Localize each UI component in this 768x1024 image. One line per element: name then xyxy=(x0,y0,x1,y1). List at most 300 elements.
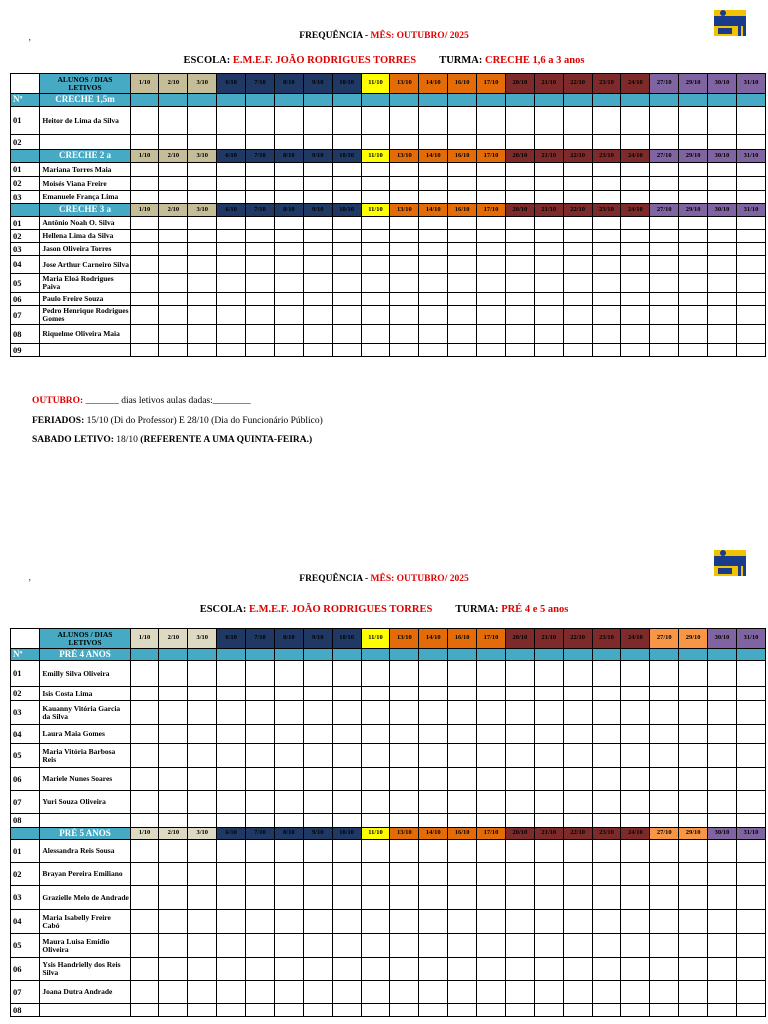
attendance-cell[interactable] xyxy=(679,163,708,177)
attendance-cell[interactable] xyxy=(679,306,708,325)
attendance-cell[interactable] xyxy=(274,768,303,791)
attendance-cell[interactable] xyxy=(303,163,332,177)
attendance-cell[interactable] xyxy=(679,814,708,828)
attendance-cell[interactable] xyxy=(505,177,534,191)
attendance-cell[interactable] xyxy=(361,934,390,958)
attendance-cell[interactable] xyxy=(650,163,679,177)
attendance-cell[interactable] xyxy=(477,325,506,344)
attendance-cell[interactable] xyxy=(246,886,275,910)
attendance-cell[interactable] xyxy=(621,177,650,191)
attendance-cell[interactable] xyxy=(708,230,737,243)
attendance-cell[interactable] xyxy=(563,768,592,791)
attendance-cell[interactable] xyxy=(679,274,708,293)
attendance-cell[interactable] xyxy=(736,687,765,701)
attendance-cell[interactable] xyxy=(448,725,477,744)
attendance-cell[interactable] xyxy=(650,230,679,243)
attendance-cell[interactable] xyxy=(679,1004,708,1017)
attendance-cell[interactable] xyxy=(332,768,361,791)
attendance-cell[interactable] xyxy=(477,791,506,814)
attendance-cell[interactable] xyxy=(332,886,361,910)
attendance-cell[interactable] xyxy=(563,274,592,293)
attendance-cell[interactable] xyxy=(563,325,592,344)
attendance-cell[interactable] xyxy=(736,177,765,191)
attendance-cell[interactable] xyxy=(274,863,303,886)
attendance-cell[interactable] xyxy=(679,191,708,204)
attendance-cell[interactable] xyxy=(361,163,390,177)
attendance-cell[interactable] xyxy=(708,661,737,687)
attendance-cell[interactable] xyxy=(708,177,737,191)
attendance-cell[interactable] xyxy=(505,958,534,981)
attendance-cell[interactable] xyxy=(246,910,275,934)
attendance-cell[interactable] xyxy=(188,661,217,687)
attendance-cell[interactable] xyxy=(650,344,679,357)
attendance-cell[interactable] xyxy=(390,177,419,191)
attendance-cell[interactable] xyxy=(448,243,477,256)
attendance-cell[interactable] xyxy=(303,701,332,725)
attendance-cell[interactable] xyxy=(217,274,246,293)
attendance-cell[interactable] xyxy=(361,1004,390,1017)
attendance-cell[interactable] xyxy=(679,981,708,1004)
attendance-cell[interactable] xyxy=(621,135,650,150)
attendance-cell[interactable] xyxy=(708,1004,737,1017)
attendance-cell[interactable] xyxy=(246,256,275,274)
attendance-cell[interactable] xyxy=(477,744,506,768)
attendance-cell[interactable] xyxy=(736,274,765,293)
attendance-cell[interactable] xyxy=(477,910,506,934)
attendance-cell[interactable] xyxy=(332,863,361,886)
attendance-cell[interactable] xyxy=(188,344,217,357)
attendance-cell[interactable] xyxy=(477,163,506,177)
attendance-cell[interactable] xyxy=(361,981,390,1004)
attendance-cell[interactable] xyxy=(563,230,592,243)
attendance-cell[interactable] xyxy=(361,791,390,814)
attendance-cell[interactable] xyxy=(505,325,534,344)
attendance-cell[interactable] xyxy=(592,163,621,177)
attendance-cell[interactable] xyxy=(708,791,737,814)
attendance-cell[interactable] xyxy=(159,177,188,191)
attendance-cell[interactable] xyxy=(188,1004,217,1017)
attendance-cell[interactable] xyxy=(246,981,275,1004)
attendance-cell[interactable] xyxy=(130,274,159,293)
attendance-cell[interactable] xyxy=(708,306,737,325)
attendance-cell[interactable] xyxy=(419,306,448,325)
attendance-cell[interactable] xyxy=(188,768,217,791)
attendance-cell[interactable] xyxy=(130,910,159,934)
attendance-cell[interactable] xyxy=(679,243,708,256)
attendance-cell[interactable] xyxy=(477,135,506,150)
attendance-cell[interactable] xyxy=(708,135,737,150)
attendance-cell[interactable] xyxy=(621,910,650,934)
attendance-cell[interactable] xyxy=(188,791,217,814)
attendance-cell[interactable] xyxy=(332,243,361,256)
attendance-cell[interactable] xyxy=(217,661,246,687)
attendance-cell[interactable] xyxy=(448,910,477,934)
attendance-cell[interactable] xyxy=(274,744,303,768)
attendance-cell[interactable] xyxy=(592,293,621,306)
attendance-cell[interactable] xyxy=(563,177,592,191)
attendance-cell[interactable] xyxy=(534,840,563,863)
attendance-cell[interactable] xyxy=(477,217,506,230)
attendance-cell[interactable] xyxy=(708,768,737,791)
attendance-cell[interactable] xyxy=(534,791,563,814)
attendance-cell[interactable] xyxy=(534,934,563,958)
attendance-cell[interactable] xyxy=(332,230,361,243)
attendance-cell[interactable] xyxy=(477,243,506,256)
attendance-cell[interactable] xyxy=(303,886,332,910)
attendance-cell[interactable] xyxy=(332,687,361,701)
attendance-cell[interactable] xyxy=(390,217,419,230)
attendance-cell[interactable] xyxy=(477,177,506,191)
attendance-cell[interactable] xyxy=(217,1004,246,1017)
attendance-cell[interactable] xyxy=(130,1004,159,1017)
attendance-cell[interactable] xyxy=(419,163,448,177)
attendance-cell[interactable] xyxy=(274,840,303,863)
attendance-cell[interactable] xyxy=(361,243,390,256)
attendance-cell[interactable] xyxy=(361,910,390,934)
attendance-cell[interactable] xyxy=(592,274,621,293)
attendance-cell[interactable] xyxy=(505,814,534,828)
attendance-cell[interactable] xyxy=(563,306,592,325)
attendance-cell[interactable] xyxy=(217,243,246,256)
attendance-cell[interactable] xyxy=(477,230,506,243)
attendance-cell[interactable] xyxy=(303,687,332,701)
attendance-cell[interactable] xyxy=(679,325,708,344)
attendance-cell[interactable] xyxy=(650,840,679,863)
attendance-cell[interactable] xyxy=(448,981,477,1004)
attendance-cell[interactable] xyxy=(736,661,765,687)
attendance-cell[interactable] xyxy=(534,1004,563,1017)
attendance-cell[interactable] xyxy=(130,958,159,981)
attendance-cell[interactable] xyxy=(534,177,563,191)
attendance-cell[interactable] xyxy=(246,661,275,687)
attendance-cell[interactable] xyxy=(592,863,621,886)
attendance-cell[interactable] xyxy=(130,107,159,135)
attendance-cell[interactable] xyxy=(563,840,592,863)
attendance-cell[interactable] xyxy=(419,191,448,204)
attendance-cell[interactable] xyxy=(477,107,506,135)
attendance-cell[interactable] xyxy=(708,293,737,306)
attendance-cell[interactable] xyxy=(736,981,765,1004)
attendance-cell[interactable] xyxy=(736,325,765,344)
attendance-cell[interactable] xyxy=(332,958,361,981)
attendance-cell[interactable] xyxy=(650,863,679,886)
attendance-cell[interactable] xyxy=(188,958,217,981)
attendance-cell[interactable] xyxy=(159,840,188,863)
attendance-cell[interactable] xyxy=(303,768,332,791)
attendance-cell[interactable] xyxy=(332,840,361,863)
attendance-cell[interactable] xyxy=(419,1004,448,1017)
attendance-cell[interactable] xyxy=(736,1004,765,1017)
attendance-cell[interactable] xyxy=(592,1004,621,1017)
attendance-cell[interactable] xyxy=(505,863,534,886)
attendance-cell[interactable] xyxy=(477,306,506,325)
attendance-cell[interactable] xyxy=(419,274,448,293)
attendance-cell[interactable] xyxy=(303,217,332,230)
attendance-cell[interactable] xyxy=(736,958,765,981)
attendance-cell[interactable] xyxy=(534,256,563,274)
attendance-cell[interactable] xyxy=(419,701,448,725)
attendance-cell[interactable] xyxy=(361,191,390,204)
attendance-cell[interactable] xyxy=(621,230,650,243)
attendance-cell[interactable] xyxy=(650,768,679,791)
attendance-cell[interactable] xyxy=(390,243,419,256)
attendance-cell[interactable] xyxy=(217,863,246,886)
attendance-cell[interactable] xyxy=(130,344,159,357)
attendance-cell[interactable] xyxy=(303,791,332,814)
attendance-cell[interactable] xyxy=(736,306,765,325)
attendance-cell[interactable] xyxy=(592,744,621,768)
attendance-cell[interactable] xyxy=(419,217,448,230)
attendance-cell[interactable] xyxy=(361,230,390,243)
attendance-cell[interactable] xyxy=(650,191,679,204)
attendance-cell[interactable] xyxy=(303,744,332,768)
attendance-cell[interactable] xyxy=(274,791,303,814)
attendance-cell[interactable] xyxy=(592,661,621,687)
attendance-cell[interactable] xyxy=(130,191,159,204)
attendance-cell[interactable] xyxy=(448,135,477,150)
attendance-cell[interactable] xyxy=(217,687,246,701)
attendance-cell[interactable] xyxy=(708,981,737,1004)
attendance-cell[interactable] xyxy=(736,256,765,274)
attendance-cell[interactable] xyxy=(477,934,506,958)
attendance-cell[interactable] xyxy=(303,814,332,828)
attendance-cell[interactable] xyxy=(159,274,188,293)
attendance-cell[interactable] xyxy=(621,840,650,863)
attendance-cell[interactable] xyxy=(303,958,332,981)
attendance-cell[interactable] xyxy=(419,687,448,701)
attendance-cell[interactable] xyxy=(361,886,390,910)
attendance-cell[interactable] xyxy=(736,293,765,306)
attendance-cell[interactable] xyxy=(534,135,563,150)
attendance-cell[interactable] xyxy=(217,934,246,958)
attendance-cell[interactable] xyxy=(736,840,765,863)
attendance-cell[interactable] xyxy=(390,701,419,725)
attendance-cell[interactable] xyxy=(505,107,534,135)
attendance-cell[interactable] xyxy=(505,981,534,1004)
attendance-cell[interactable] xyxy=(679,256,708,274)
attendance-cell[interactable] xyxy=(159,814,188,828)
attendance-cell[interactable] xyxy=(448,256,477,274)
attendance-cell[interactable] xyxy=(188,256,217,274)
attendance-cell[interactable] xyxy=(679,230,708,243)
attendance-cell[interactable] xyxy=(448,934,477,958)
attendance-cell[interactable] xyxy=(477,293,506,306)
attendance-cell[interactable] xyxy=(736,934,765,958)
attendance-cell[interactable] xyxy=(246,687,275,701)
attendance-cell[interactable] xyxy=(159,1004,188,1017)
attendance-cell[interactable] xyxy=(130,863,159,886)
attendance-cell[interactable] xyxy=(679,791,708,814)
attendance-cell[interactable] xyxy=(477,886,506,910)
attendance-cell[interactable] xyxy=(621,744,650,768)
attendance-cell[interactable] xyxy=(246,725,275,744)
attendance-cell[interactable] xyxy=(592,135,621,150)
attendance-cell[interactable] xyxy=(332,163,361,177)
attendance-cell[interactable] xyxy=(188,163,217,177)
attendance-cell[interactable] xyxy=(217,163,246,177)
attendance-cell[interactable] xyxy=(217,344,246,357)
attendance-cell[interactable] xyxy=(246,744,275,768)
attendance-cell[interactable] xyxy=(679,840,708,863)
attendance-cell[interactable] xyxy=(679,687,708,701)
attendance-cell[interactable] xyxy=(563,293,592,306)
attendance-cell[interactable] xyxy=(448,191,477,204)
attendance-cell[interactable] xyxy=(621,768,650,791)
attendance-cell[interactable] xyxy=(477,701,506,725)
attendance-cell[interactable] xyxy=(621,687,650,701)
attendance-cell[interactable] xyxy=(477,1004,506,1017)
attendance-cell[interactable] xyxy=(477,840,506,863)
attendance-cell[interactable] xyxy=(217,840,246,863)
attendance-cell[interactable] xyxy=(332,814,361,828)
attendance-cell[interactable] xyxy=(679,217,708,230)
attendance-cell[interactable] xyxy=(505,661,534,687)
attendance-cell[interactable] xyxy=(736,230,765,243)
attendance-cell[interactable] xyxy=(621,701,650,725)
attendance-cell[interactable] xyxy=(534,768,563,791)
attendance-cell[interactable] xyxy=(159,687,188,701)
attendance-cell[interactable] xyxy=(563,958,592,981)
attendance-cell[interactable] xyxy=(448,886,477,910)
attendance-cell[interactable] xyxy=(130,886,159,910)
attendance-cell[interactable] xyxy=(361,325,390,344)
attendance-cell[interactable] xyxy=(708,958,737,981)
attendance-cell[interactable] xyxy=(390,840,419,863)
attendance-cell[interactable] xyxy=(390,886,419,910)
attendance-cell[interactable] xyxy=(159,981,188,1004)
attendance-cell[interactable] xyxy=(592,768,621,791)
attendance-cell[interactable] xyxy=(130,768,159,791)
attendance-cell[interactable] xyxy=(159,217,188,230)
attendance-cell[interactable] xyxy=(505,934,534,958)
attendance-cell[interactable] xyxy=(303,135,332,150)
attendance-cell[interactable] xyxy=(130,306,159,325)
attendance-cell[interactable] xyxy=(274,293,303,306)
attendance-cell[interactable] xyxy=(534,661,563,687)
attendance-cell[interactable] xyxy=(246,840,275,863)
attendance-cell[interactable] xyxy=(332,661,361,687)
attendance-cell[interactable] xyxy=(534,886,563,910)
attendance-cell[interactable] xyxy=(650,256,679,274)
attendance-cell[interactable] xyxy=(592,107,621,135)
attendance-cell[interactable] xyxy=(274,217,303,230)
attendance-cell[interactable] xyxy=(419,293,448,306)
attendance-cell[interactable] xyxy=(592,325,621,344)
attendance-cell[interactable] xyxy=(708,274,737,293)
attendance-cell[interactable] xyxy=(246,191,275,204)
attendance-cell[interactable] xyxy=(159,344,188,357)
attendance-cell[interactable] xyxy=(505,135,534,150)
attendance-cell[interactable] xyxy=(303,344,332,357)
attendance-cell[interactable] xyxy=(505,344,534,357)
attendance-cell[interactable] xyxy=(708,325,737,344)
attendance-cell[interactable] xyxy=(303,863,332,886)
attendance-cell[interactable] xyxy=(419,256,448,274)
attendance-cell[interactable] xyxy=(563,744,592,768)
attendance-cell[interactable] xyxy=(217,325,246,344)
attendance-cell[interactable] xyxy=(534,325,563,344)
attendance-cell[interactable] xyxy=(708,910,737,934)
attendance-cell[interactable] xyxy=(621,306,650,325)
attendance-cell[interactable] xyxy=(448,1004,477,1017)
attendance-cell[interactable] xyxy=(505,217,534,230)
attendance-cell[interactable] xyxy=(361,274,390,293)
attendance-cell[interactable] xyxy=(217,701,246,725)
attendance-cell[interactable] xyxy=(332,306,361,325)
attendance-cell[interactable] xyxy=(361,306,390,325)
attendance-cell[interactable] xyxy=(130,701,159,725)
attendance-cell[interactable] xyxy=(188,840,217,863)
attendance-cell[interactable] xyxy=(303,910,332,934)
attendance-cell[interactable] xyxy=(419,814,448,828)
attendance-cell[interactable] xyxy=(679,344,708,357)
attendance-cell[interactable] xyxy=(390,1004,419,1017)
attendance-cell[interactable] xyxy=(505,687,534,701)
attendance-cell[interactable] xyxy=(650,1004,679,1017)
attendance-cell[interactable] xyxy=(130,243,159,256)
attendance-cell[interactable] xyxy=(274,910,303,934)
attendance-cell[interactable] xyxy=(505,191,534,204)
attendance-cell[interactable] xyxy=(650,958,679,981)
attendance-cell[interactable] xyxy=(217,135,246,150)
attendance-cell[interactable] xyxy=(188,135,217,150)
attendance-cell[interactable] xyxy=(274,981,303,1004)
attendance-cell[interactable] xyxy=(736,163,765,177)
attendance-cell[interactable] xyxy=(708,191,737,204)
attendance-cell[interactable] xyxy=(505,791,534,814)
attendance-cell[interactable] xyxy=(217,256,246,274)
attendance-cell[interactable] xyxy=(361,863,390,886)
attendance-cell[interactable] xyxy=(390,814,419,828)
attendance-cell[interactable] xyxy=(246,1004,275,1017)
attendance-cell[interactable] xyxy=(159,886,188,910)
attendance-cell[interactable] xyxy=(332,217,361,230)
attendance-cell[interactable] xyxy=(650,135,679,150)
attendance-cell[interactable] xyxy=(621,725,650,744)
attendance-cell[interactable] xyxy=(534,910,563,934)
attendance-cell[interactable] xyxy=(274,163,303,177)
attendance-cell[interactable] xyxy=(621,981,650,1004)
attendance-cell[interactable] xyxy=(390,135,419,150)
attendance-cell[interactable] xyxy=(188,744,217,768)
attendance-cell[interactable] xyxy=(188,217,217,230)
attendance-cell[interactable] xyxy=(448,768,477,791)
attendance-cell[interactable] xyxy=(217,744,246,768)
attendance-cell[interactable] xyxy=(477,256,506,274)
attendance-cell[interactable] xyxy=(188,725,217,744)
attendance-cell[interactable] xyxy=(477,958,506,981)
attendance-cell[interactable] xyxy=(159,725,188,744)
attendance-cell[interactable] xyxy=(679,863,708,886)
attendance-cell[interactable] xyxy=(621,274,650,293)
attendance-cell[interactable] xyxy=(274,325,303,344)
attendance-cell[interactable] xyxy=(188,191,217,204)
attendance-cell[interactable] xyxy=(361,344,390,357)
attendance-cell[interactable] xyxy=(419,840,448,863)
attendance-cell[interactable] xyxy=(679,886,708,910)
attendance-cell[interactable] xyxy=(159,958,188,981)
attendance-cell[interactable] xyxy=(303,191,332,204)
attendance-cell[interactable] xyxy=(708,687,737,701)
attendance-cell[interactable] xyxy=(303,981,332,1004)
attendance-cell[interactable] xyxy=(159,325,188,344)
attendance-cell[interactable] xyxy=(592,217,621,230)
attendance-cell[interactable] xyxy=(390,230,419,243)
attendance-cell[interactable] xyxy=(159,744,188,768)
attendance-cell[interactable] xyxy=(390,934,419,958)
attendance-cell[interactable] xyxy=(361,744,390,768)
attendance-cell[interactable] xyxy=(188,863,217,886)
